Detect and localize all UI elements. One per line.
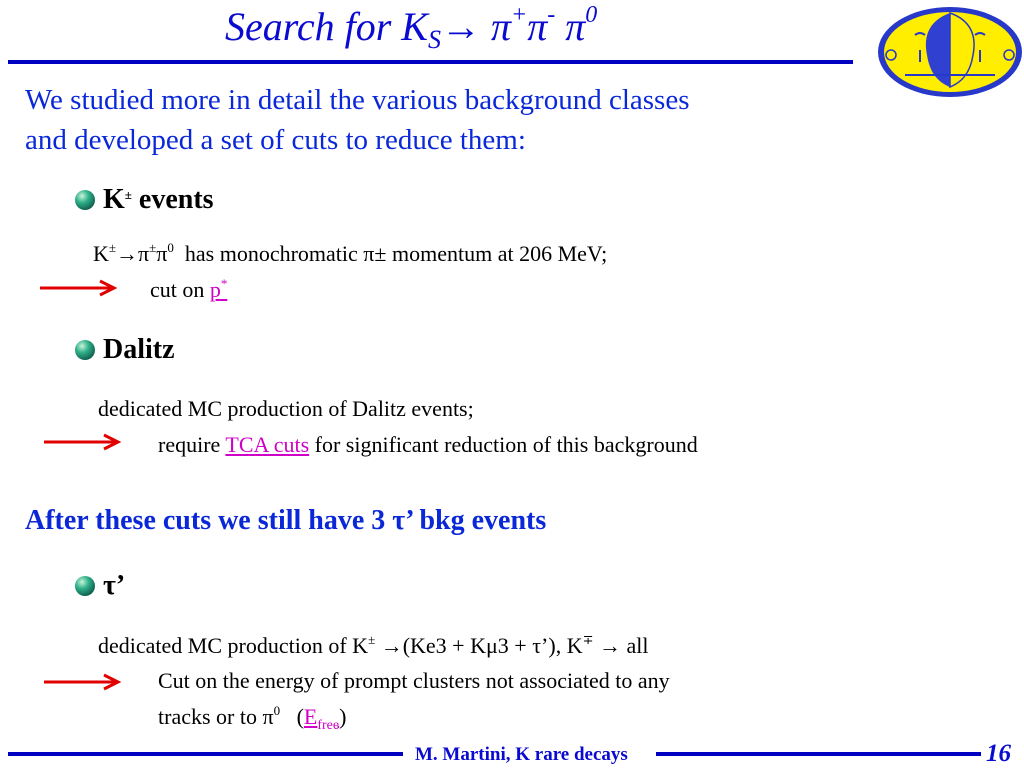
footer-author: M. Martini, K rare decays bbox=[415, 744, 628, 765]
page-number: 16 bbox=[986, 740, 1011, 767]
red-arrow-icon bbox=[38, 278, 118, 298]
tau-line-1: dedicated MC production of K± →(Ke3 + Kμ3 + τ’), K∓ → all bbox=[98, 632, 649, 658]
tau-line-3: tracks or to $\pi^0$ $(E_{free})$ bbox=[158, 703, 347, 733]
tca-cuts-link[interactable]: TCA cuts bbox=[225, 432, 310, 457]
kpm-cut-line: cut on p* bbox=[150, 276, 228, 302]
intro-line-2: and developed a set of cuts to reduce them: bbox=[25, 124, 526, 156]
bullet-ball-icon bbox=[75, 190, 95, 210]
bullet-ball-icon bbox=[75, 576, 95, 596]
after-cuts-heading: After these cuts we still have 3 τ’ bkg events bbox=[25, 505, 547, 536]
bullet-dalitz: Dalitz bbox=[75, 334, 175, 366]
title-underline bbox=[8, 60, 853, 64]
tau-line-2: Cut on the energy of prompt clusters not associated to any bbox=[158, 668, 670, 693]
red-arrow-icon bbox=[42, 672, 122, 692]
bullet-tau-prime: τ’ bbox=[75, 570, 125, 602]
footer-rule-right bbox=[656, 752, 981, 756]
bullet-ball-icon bbox=[75, 340, 95, 360]
e-free-link[interactable]: $E_{free}$ bbox=[303, 704, 340, 733]
bullet-kpm-events: K± events bbox=[75, 184, 214, 216]
kpm-decay-line: $K^\pm\to\pi^\pm\pi^0$ has monochromatic π± momentum at 206 MeV; bbox=[93, 240, 608, 266]
red-arrow-icon bbox=[42, 432, 122, 452]
footer-rule-left bbox=[8, 752, 403, 756]
intro-line-1: We studied more in detail the various background classes bbox=[25, 84, 690, 116]
p-star-link[interactable]: p* bbox=[209, 276, 228, 302]
intro-text bbox=[25, 80, 689, 160]
slide-title: Search for $K_S\to \pi^+\pi^-$ $\pi^0$ bbox=[225, 2, 598, 54]
kloe-logo bbox=[875, 5, 1024, 100]
dalitz-line-1: dedicated MC production of Dalitz events; bbox=[98, 396, 474, 421]
dalitz-line-2: require TCA cuts for significant reduction of this background bbox=[158, 432, 698, 457]
